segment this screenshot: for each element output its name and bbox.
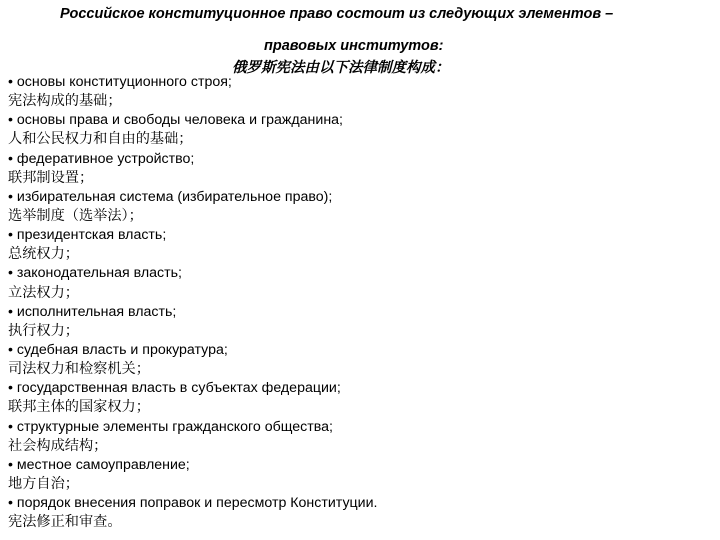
heading-line-2: правовых институтов: xyxy=(264,38,444,54)
list-item-zh: 选举制度（选举法）； xyxy=(8,207,143,224)
list-item-zh: 社会构成结构； xyxy=(8,437,108,454)
element-list xyxy=(8,73,377,532)
list-item-zh: 立法权力； xyxy=(8,284,79,301)
list-item-zh: 地方自治； xyxy=(8,475,79,492)
list-item-ru: • порядок внесения поправок и пересмотр Конституции. xyxy=(8,495,378,512)
list-item-ru: • федеративное устройство; xyxy=(8,150,195,167)
list-item-ru: • президентская власть; xyxy=(8,227,167,244)
list-item-ru: • законодательная власть; xyxy=(8,265,182,282)
list-item-zh: 人和公民权力和自由的基础； xyxy=(8,131,193,148)
heading-line-3: 俄罗斯宪法由以下法律制度构成： xyxy=(232,60,450,76)
list-item-ru: • местное самоуправление; xyxy=(8,456,190,473)
list-item-ru: • основы права и свободы человека и гражданина; xyxy=(8,112,343,129)
list-item-ru: • судебная власть и прокуратура; xyxy=(8,341,228,358)
list-item-zh: 联邦制设置； xyxy=(8,169,94,186)
list-item-zh: 执行权力； xyxy=(8,322,79,339)
list-item-ru: • структурные элементы гражданского общества; xyxy=(8,418,333,435)
heading-line-1: Российское конституционное право состоит из следующих элементов – xyxy=(60,6,614,22)
list-item-zh: 总统权力； xyxy=(8,246,79,263)
list-item-zh: 宪法修正和审查。 xyxy=(8,514,122,531)
list-item-ru: • основы конституционного строя; xyxy=(8,74,232,90)
list-item-zh: 联邦主体的国家权力； xyxy=(8,399,150,416)
list-item-ru: • государственная власть в субъектах федерации; xyxy=(8,380,341,397)
list-item-ru: • исполнительная власть; xyxy=(8,303,177,320)
list-item-zh: 司法权力和检察机关； xyxy=(8,361,150,378)
list-item-ru: • избирательная система (избирательное право); xyxy=(8,188,333,205)
list-item-zh: 宪法构成的基础； xyxy=(8,93,122,110)
